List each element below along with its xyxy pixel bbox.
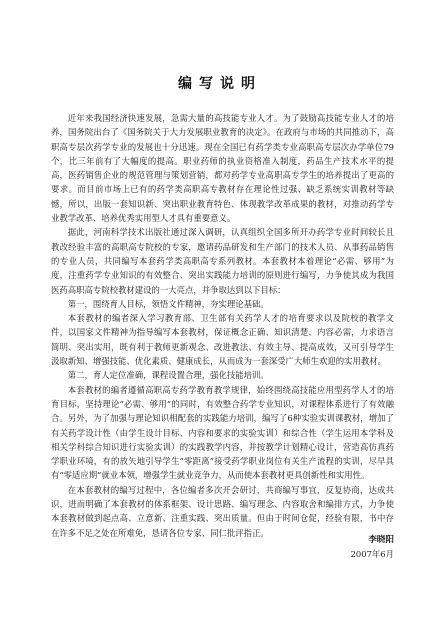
body-text	[51, 111, 394, 540]
signature-date: 2007年6月	[350, 549, 394, 559]
paragraph-closing: 在本套教材的编写过程中，各位编者多次开会研讨，共商编写事宜，反复协商，达成共识，进而明确了本套教材的体系框架、设计思路、编写理念、内容取舍和编排方式，力争使本套教材做到起点高、立意新、注重实践、突出质量。但由于时间仓促，经验有限，书中存在许多不足之处在所难免，恳请各位专家、同仁批评指正。	[51, 484, 394, 538]
paragraph-goal-two-heading: 第二，育人定位准确，课程设置合理，强化技能培训。	[67, 370, 269, 381]
paragraph-goal-two-body: 本套教材的编者遵循高职高专药学教育教学规律，始终围绕高技能应用型药学人才的培育目标，坚持理论“必需、够用”的同时，有效整合药学专业知识，对课程体系进行了有效融合。另外，为了加强与理论知识相配套的实践能力培训，编写了6种实验实训课教材，增加了有关药学设计性（由学生设计目标、内容和要求的实验实训）和综合性（学生运用本学科及相关学科综合知识进行实验实训）的实践教学内容，并按教学计划精心设计，营造高仿真药学职业环境，有的放矢地引导学生“零距离”接受药学职业岗位有关生产流程的实训，尽早具有“零适应期”就业本领，增强学生就业竞争力，从而使本套教材更具创新性和实用性。	[51, 384, 394, 481]
author-name: 李晓阳	[368, 535, 394, 545]
page-title: 编写说明	[178, 76, 262, 92]
signature-block	[351, 533, 394, 561]
paragraph-intro: 近年来我国经济快速发展，急需大量的高技能专业人才。为了鼓励高技能专业人才的培养，国务院出台了《国务院关于大力发展职业教育的决定》。在政府与市场的共同推动下，高职高专层次药学专业的发展也十分迅速。现在全国已有药学类专业高职高专层次办学单位79个，比三年前有了大幅度的提高。职业药师的执业资格准入制度，药品生产技术水平的提高，医药销售企业的规范管理与策划营销，都对药学专业高职高专学生的培养提出了更高的要求。而目前市场上已有的药学类高职高专教材存在理论性过强、缺乏系统实训教材等缺憾，所以，出版一套知识新、突出职业教育特色、体现教学改革成果的教材，对推动药学专业教学改革、培养优秀实用型人才具有重要意义。	[51, 113, 394, 224]
paragraph-goal-one-heading: 第一，围绕育人目标，领悟文件精神，夯实理论基础。	[67, 298, 269, 309]
paragraph-goal-one-body: 本套教材的编者深入学习教育部、卫生部有关药学人才的培育要求以及院校的教学文件，以国家文件精神为指导编写本套教材，保证概念正确、知识清楚、内容必需，力求语言简明、突出实用，既有利于教师更新观念、改进教法、有效主导、提高成效，又可引导学生汲取新知、增强技能、优化素质、健康成长，从而成为一套深受广大师生欢迎的实用教材。	[51, 313, 394, 367]
paragraph-background: 据此，河南科学技术出版社通过深入调研，认真组织全国多所开办药学专业时间较长且教改经验丰富的高职高专院校的专家，邀请药品研发和生产部门的技术人员、从事药品销售的专业人员，共同编写本套药学类高职高专系列教材。本套教材本着理论“必需、够用”为度，注重药学专业知识的有效整合、突出实践能力培训的原则进行编写，力争使其成为我国医药高职高专院校教材建设的一大亮点，并争取达到以下目标：	[51, 227, 394, 295]
